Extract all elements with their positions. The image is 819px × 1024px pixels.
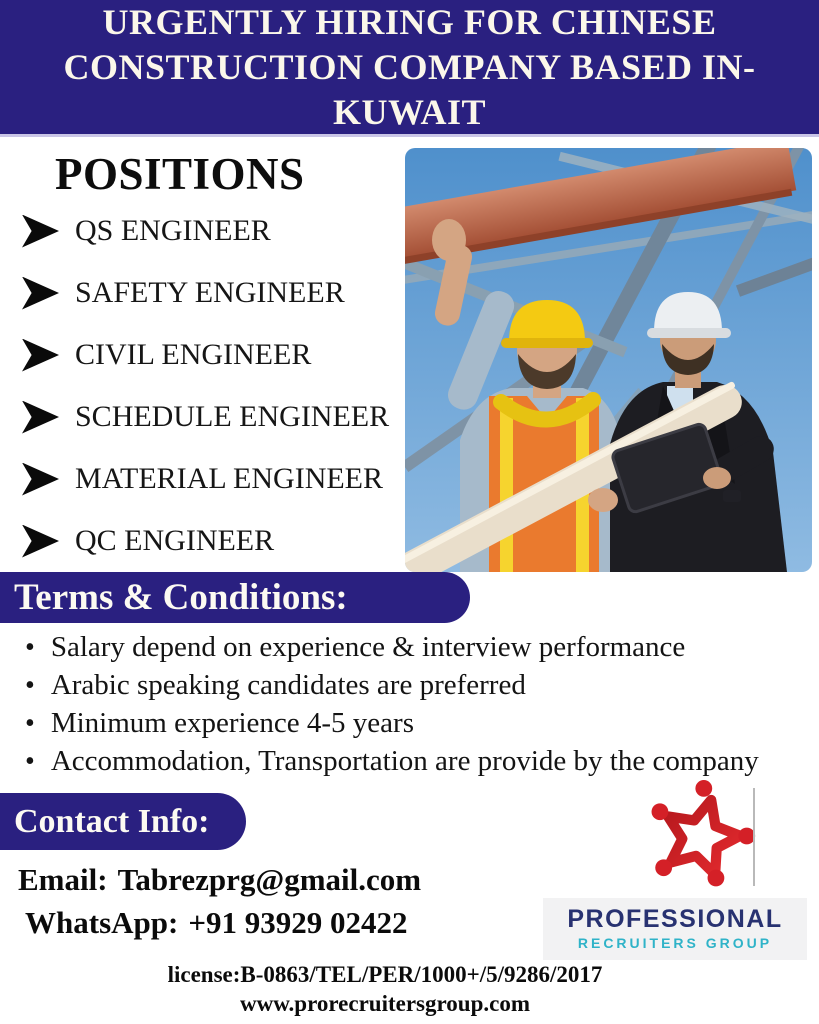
positions-heading: POSITIONS	[55, 149, 305, 199]
list-dot-icon: •	[25, 708, 35, 739]
terms-item	[25, 669, 805, 707]
arrow-bullet-icon	[22, 215, 59, 248]
arrow-bullet-icon	[22, 339, 59, 372]
position-label: QS ENGINEER	[75, 214, 271, 247]
email-line	[18, 862, 421, 898]
terms-list	[25, 631, 805, 783]
list-dot-icon: •	[25, 746, 35, 777]
position-label: CIVIL ENGINEER	[75, 338, 312, 371]
terms-item	[25, 707, 805, 745]
hiring-title: URGENTLY HIRING FOR CHINESE CONSTRUCTION COMPANY BASED IN-KUWAIT	[63, 1, 756, 132]
position-item	[22, 200, 402, 262]
logo-wordmark	[543, 898, 807, 960]
position-item	[22, 324, 402, 386]
positions-list	[22, 200, 402, 572]
terms-heading: Terms & Conditions:	[14, 577, 348, 618]
term-label: Arabic speaking candidates are preferred	[50, 669, 526, 701]
arrow-bullet-icon	[22, 277, 59, 310]
position-label: QC ENGINEER	[75, 524, 275, 557]
arrow-bullet-icon	[22, 525, 59, 558]
site-photo	[405, 148, 812, 572]
list-dot-icon: •	[25, 670, 35, 701]
email-value[interactable]: Tabrezprg@gmail.com	[117, 862, 422, 897]
logo-subname: RECRUITERS GROUP	[577, 934, 773, 951]
contact-banner	[0, 793, 246, 850]
terms-item	[25, 631, 805, 669]
position-label: SCHEDULE ENGINEER	[75, 400, 390, 433]
position-item	[22, 386, 402, 448]
term-label: Accommodation, Transportation are provide by the company	[50, 745, 759, 777]
term-label: Salary depend on experience & interview performance	[50, 631, 686, 663]
position-label: SAFETY ENGINEER	[75, 276, 345, 309]
arrow-bullet-icon	[22, 401, 59, 434]
position-item	[22, 262, 402, 324]
license-text: license:B-0863/TEL/PER/1000+/5/9286/2017	[167, 962, 603, 987]
website-text[interactable]: www.prorecruitersgroup.com	[239, 991, 530, 1016]
position-item	[22, 448, 402, 510]
header-banner	[0, 0, 819, 137]
email-label: Email:	[18, 862, 108, 897]
footer	[0, 960, 770, 1018]
term-label: Minimum experience 4-5 years	[50, 707, 414, 739]
whatsapp-value[interactable]: +91 93929 02422	[188, 905, 408, 940]
contact-heading: Contact Info:	[14, 802, 210, 840]
logo-divider	[753, 788, 755, 886]
position-label: MATERIAL ENGINEER	[75, 462, 384, 495]
terms-banner	[0, 572, 470, 623]
list-dot-icon: •	[25, 632, 35, 663]
terms-item	[25, 745, 805, 783]
star-icon	[645, 780, 757, 892]
arrow-bullet-icon	[22, 463, 59, 496]
logo-name: PROFESSIONAL	[567, 905, 783, 934]
whatsapp-label: WhatsApp:	[25, 905, 179, 940]
position-item	[22, 510, 402, 572]
whatsapp-line	[25, 905, 408, 941]
